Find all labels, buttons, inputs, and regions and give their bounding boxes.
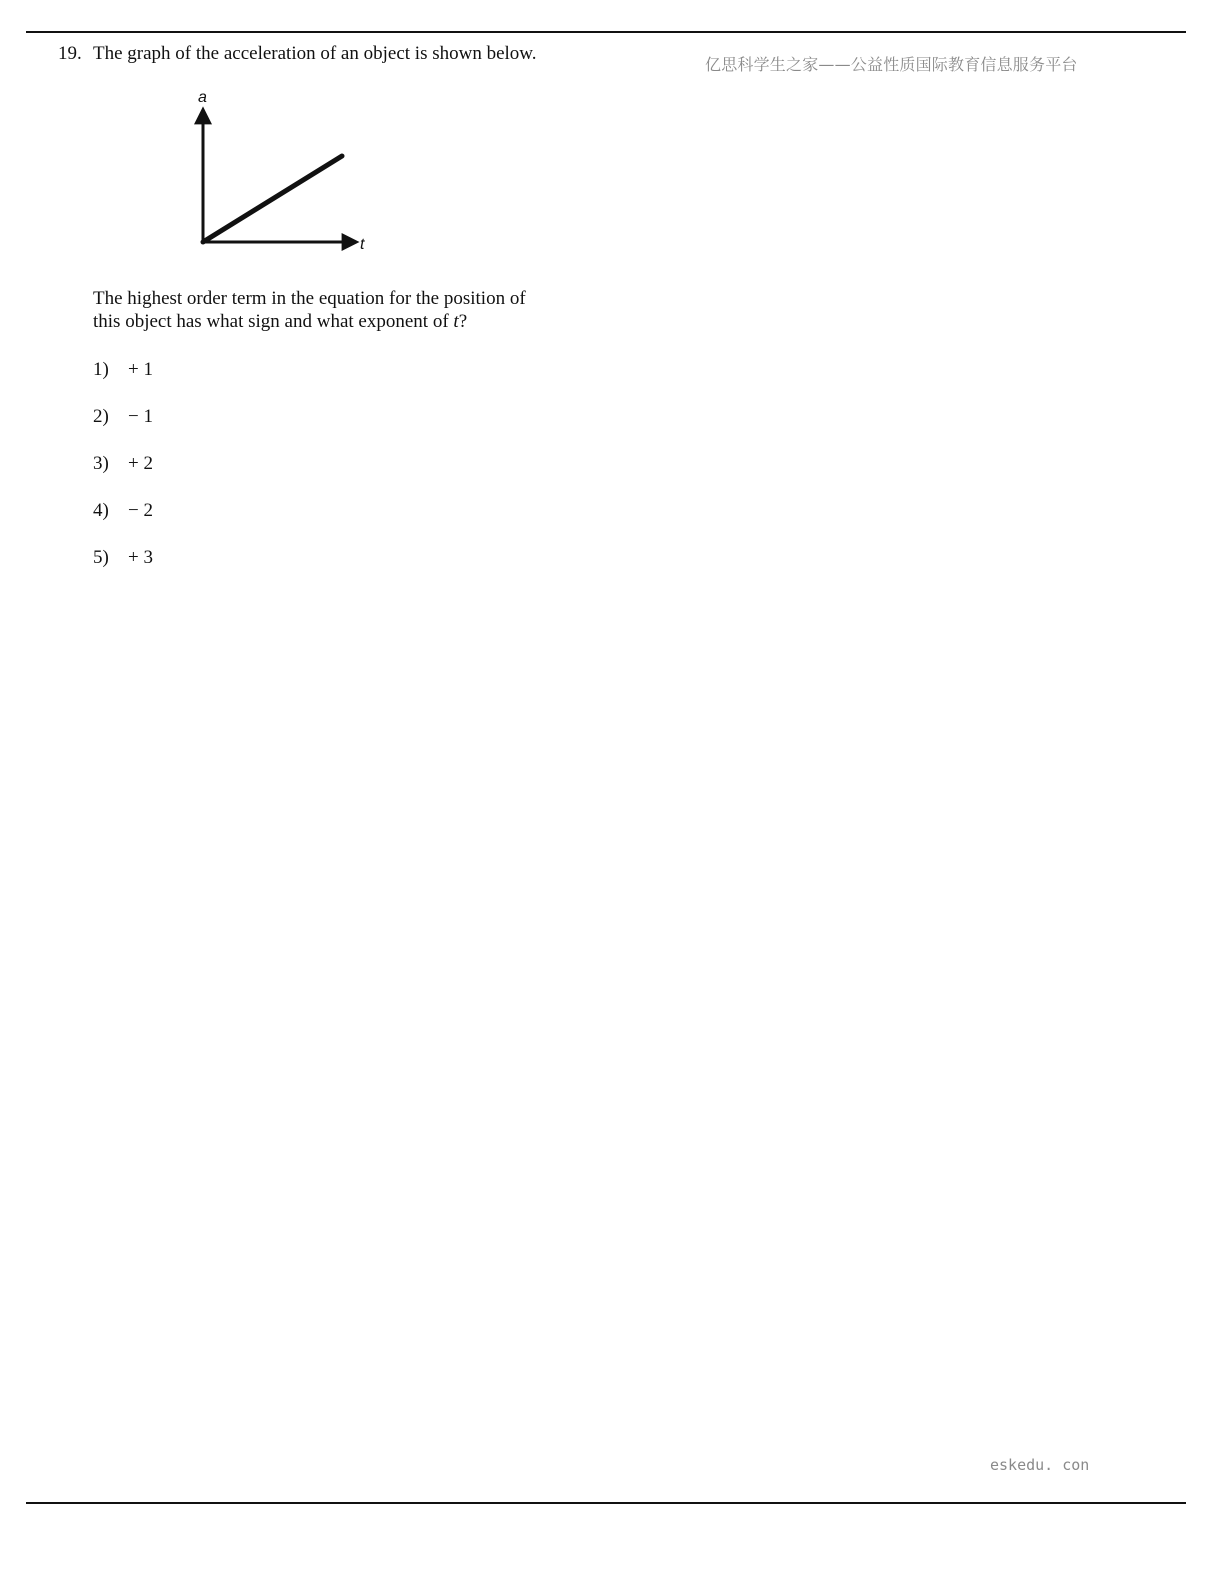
top-rule	[26, 31, 1186, 33]
choice-2[interactable]	[93, 406, 153, 453]
choice-1[interactable]	[93, 359, 153, 406]
choice-number: 5)	[93, 547, 109, 568]
choice-3[interactable]	[93, 453, 153, 500]
choice-value: + 2	[128, 453, 153, 474]
footer-site-text: eskedu. con	[990, 1456, 1090, 1474]
y-axis-label: a	[198, 89, 207, 106]
answer-choices	[93, 359, 153, 594]
question-body-suffix: ?	[458, 311, 468, 332]
choice-number: 3)	[93, 453, 109, 474]
choice-5[interactable]	[93, 547, 153, 594]
choice-value: + 1	[128, 359, 153, 380]
choice-value: − 1	[128, 406, 153, 427]
question-body	[93, 287, 563, 333]
choice-number: 2)	[93, 406, 109, 427]
variable-t: t	[453, 311, 459, 332]
acceleration-graph	[180, 84, 380, 259]
choice-value: + 3	[128, 547, 153, 568]
question-prompt: The graph of the acceleration of an object is shown below.	[93, 43, 537, 64]
choice-4[interactable]	[93, 500, 153, 547]
x-axis-label: t	[360, 236, 365, 253]
acceleration-line	[203, 156, 342, 242]
question-number: 19.	[58, 43, 82, 64]
question-body-line-1: The highest order term in the equation for the position of	[93, 288, 526, 309]
choice-number: 1)	[93, 359, 109, 380]
question-body-prefix: this object has what sign and what exponent of	[93, 311, 454, 332]
watermark-text: 亿思科学生之家——公益性质国际教育信息服务平台	[705, 55, 1078, 74]
choice-number: 4)	[93, 500, 109, 521]
bottom-rule	[26, 1502, 1186, 1504]
question-body-line-2	[93, 310, 563, 333]
choice-value: − 2	[128, 500, 153, 521]
